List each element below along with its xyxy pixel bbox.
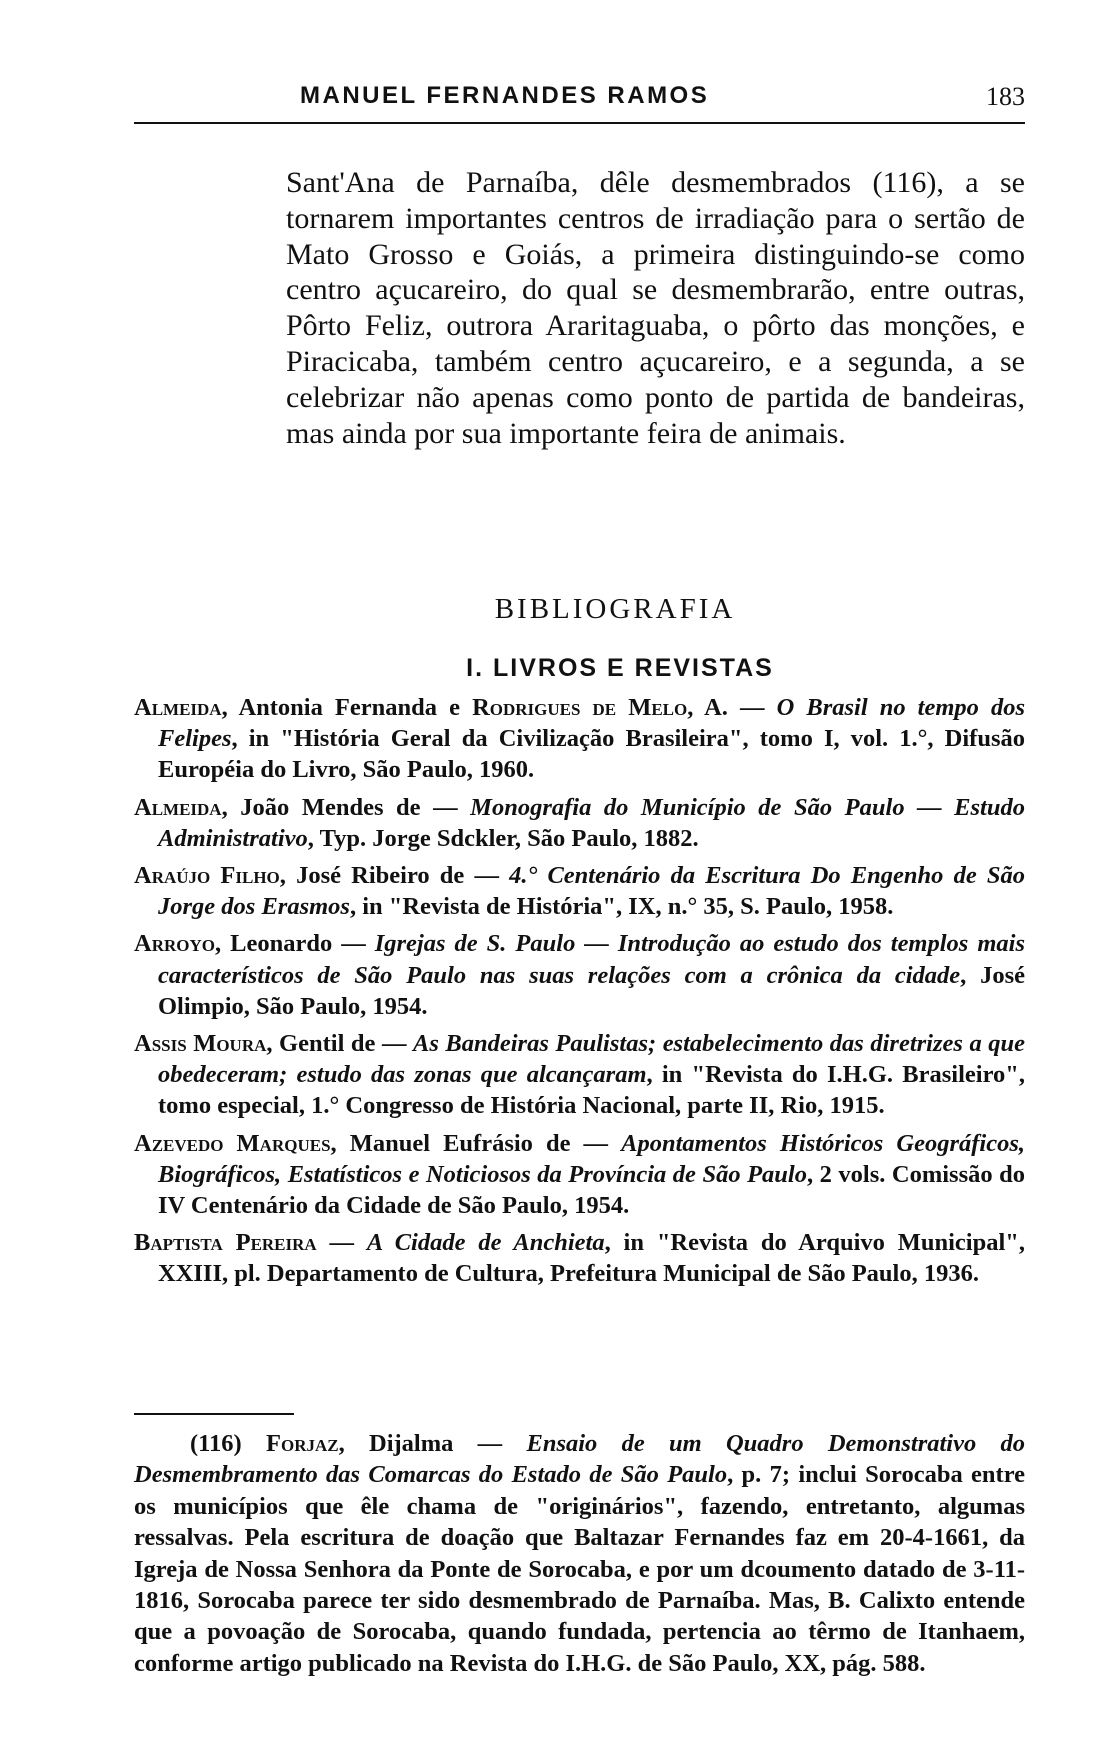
bibliography-entry [134,1227,1025,1289]
bibliography-entry [134,1028,1025,1122]
running-head-title: MANUEL FERNANDES RAMOS [300,82,710,109]
entry-author-rest: , João Mendes de — [221,793,471,821]
footnote-mark: (116) [190,1430,242,1457]
bibliography-section-heading: I. LIVROS E REVISTAS [466,654,774,682]
entry-author-rest: — [316,1229,367,1257]
entry-publication: , José Olimpio, São Paulo, 1954. [158,961,1025,1020]
entry-publication: , in "Revista do I.H.G. Brasileiro", tomo especial, 1.° Congresso de História Nacional, parte II, Rio, 1915. [158,1061,1025,1120]
entry-author: Almeida [134,793,222,821]
entry-author: Araújo Filho [134,862,280,890]
bibliography-entry [134,1128,1025,1222]
entry-author-rest: , José Ribeiro de — [279,862,510,890]
entry-publication: , in "História Geral da Civilização Brasileira", tomo I, vol. 1.°, Difusão Européia do Livro, São Paulo, 1960. [158,725,1025,784]
entry-coauthor: Rodrigues de Melo [472,694,688,721]
entry-author-rest: , Leonardo — [214,930,375,958]
bibliography-entry [134,792,1025,854]
entry-author-rest: , Gentil de — [266,1030,413,1058]
footnote [134,1428,1025,1679]
footnote-author-rest: , Dijalma — [338,1430,527,1457]
entry-title: Monografia do Município de São Paulo — Estudo Administrativo [158,793,1025,852]
body-paragraph-text: Sant'Ana de Parnaíba, dêle desmembrados (116), a se tornarem importantes centros de irradiação para o sertão de Mato Grosso e Goiás, a primeira distinguindo-se como centro açucareiro, do qual se desmembrarão, entre outras, Pôrto Feliz, outrora Araritaguaba, o pôrto das monções, e Piracicaba, também centro açucareiro, e a segunda, a se celebrizar não apenas como ponto de partida de bandeiras, mas ainda por sua importante feira de animais. [286,166,1025,450]
running-head [134,80,1025,124]
entry-publication: , 2 vols. Comissão do IV Centenário da Cidade de São Paulo, 1954. [158,1160,1025,1220]
entry-title: Igrejas de S. Paulo — Introdução ao estudo dos templos mais característicos de São Paulo nas suas relações com a crônica da cidade [158,930,1025,989]
body-paragraph [286,165,1025,451]
entry-author-rest: , Manuel Eufrásio de — [330,1129,622,1157]
footnote-author: Forjaz [266,1430,339,1457]
footnote-text: , p. 7; inclui Sorocaba entre os municípios que êle chama de "originários", fazendo, entretanto, algumas ressalvas. Pela escritura de doação que Baltazar Fernandes faz em 20-4-1661, da Igreja de Nossa Senhora da Ponte de Sorocaba, e por um dcoumento datado de 3-11-1816, Sorocaba parece ter sido desmembrado de Parnaíba. Mas, B. Calixto entende que a povoação de Sorocaba, quando fundada, pertencia ao têrmo de Itanhaem, conforme artigo publicado na Revista do I.H.G. de São Paulo, XX, pág. 588. [134,1461,1025,1677]
entry-publication: , in "Revista do Arquivo Municipal", XXIII, pl. Departamento de Cultura, Prefeitura Municipal de São Paulo, 1936. [158,1229,1025,1288]
entry-author: Azevedo Marques [134,1129,331,1157]
footnote-divider [134,1413,294,1415]
footnote-title: Ensaio de um Quadro Demonstrativo do Desmembramento das Comarcas do Estado de São Paulo [134,1430,1026,1489]
entry-publication: , in "Revista de História", IX, n.° 35, S. Paulo, 1958. [349,893,894,921]
entry-title: Apontamentos Históricos Geográficos, Biográficos, Estatísticos e Noticiosos da Província de São Paulo [158,1129,1025,1188]
entry-connector: , A. — [687,694,777,721]
page-number: 183 [986,82,1025,111]
entry-author: Assis Moura [134,1030,267,1058]
entry-author: Almeida [134,694,222,721]
entry-title: O Brasil no tempo dos Felipes [158,694,1026,753]
bibliography-entry [134,928,1025,1022]
entry-author: Baptista Pereira [134,1229,317,1257]
bibliography-entry [134,860,1025,922]
entry-title: As Bandeiras Paulistas; estabelecimento das diretrizes a que obedeceram; estudo das zonas que alcançaram [158,1030,1025,1089]
entry-author: Arroyo [134,930,215,958]
bibliography-list [134,692,1025,1296]
entry-publication: , Typ. Jorge Sdckler, São Paulo, 1882. [307,824,699,852]
bibliography-entry [134,692,1025,786]
entry-title: A Cidade de Anchieta [366,1229,605,1257]
entry-author-rest: , Antonia Fernanda e [221,694,473,721]
bibliography-heading: BIBLIOGRAFIA [494,593,736,625]
entry-title: 4.° Centenário da Escritura Do Engenho de São Jorge dos Erasmos [158,862,1025,921]
